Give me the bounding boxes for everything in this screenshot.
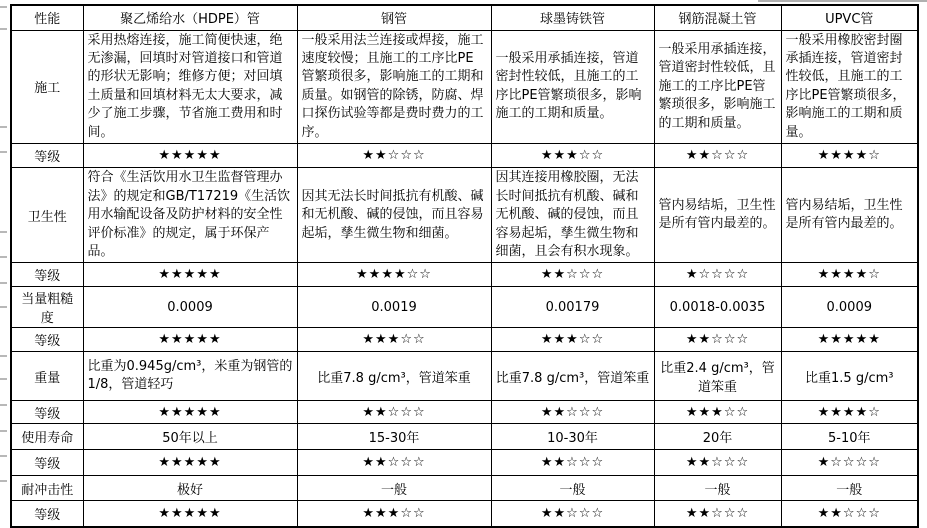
cell-weight-steel: 比重7.8 g/cm³，管道笨重	[297, 352, 491, 401]
rating-stars: ★★☆☆☆	[491, 263, 654, 287]
rating-stars: ★★★☆☆	[491, 328, 654, 352]
rating-stars: ★☆☆☆☆	[654, 263, 781, 287]
rating-stars: ★★★☆☆	[654, 401, 781, 424]
ruler-tick	[0, 480, 7, 482]
rating-stars: ★★★★☆	[781, 263, 918, 287]
cell-impact-ductile: 一般	[491, 476, 654, 501]
cell-roughness-concrete: 0.0018-0.0035	[654, 287, 781, 328]
rating-stars: ★★★★★	[83, 144, 297, 168]
header-upvc-pipe: UPVC管	[781, 5, 918, 30]
header-performance: 性能	[11, 5, 83, 30]
cell-roughness-upvc: 0.0009	[781, 287, 918, 328]
row-rating-impact	[11, 501, 918, 527]
cell-weight-upvc: 比重1.5 g/cm³	[781, 352, 918, 401]
ruler-tick	[0, 430, 7, 432]
row-label: 等级	[11, 401, 83, 424]
row-label: 等级	[11, 450, 83, 476]
row-service-life	[11, 424, 918, 450]
rating-stars: ★★☆☆☆	[491, 401, 654, 424]
rating-stars: ★★★☆☆	[491, 144, 654, 168]
cell-hygiene-hdpe: 符合《生活饮用水卫生监督管理办法》的规定和GB/T17219《生活饮用水输配设备及防护材料的安全性评价标准》的规定，属于环保产品。	[83, 168, 297, 263]
cell-life-ductile: 10-30年	[491, 424, 654, 450]
rating-stars: ★★☆☆☆	[297, 144, 491, 168]
rating-stars: ★★★★★	[83, 401, 297, 424]
header-row	[11, 5, 918, 30]
ruler-tick	[0, 306, 7, 308]
cell-impact-hdpe: 极好	[83, 476, 297, 501]
cell-construction-hdpe: 采用热熔连接，施工简便快速，绝无渗漏，回填时对管道接口和管道的形状无影响；维修方便；对回填土质量和回填材料无太大要求，减少了施工步骤，节省施工费用和时间。	[83, 30, 297, 144]
rating-stars: ★★★☆☆	[297, 501, 491, 527]
row-hygiene	[11, 168, 918, 263]
cell-life-upvc: 5-10年	[781, 424, 918, 450]
ruler-tick	[0, 256, 7, 258]
pipe-comparison-table	[10, 4, 919, 528]
rating-stars: ★★☆☆☆	[654, 450, 781, 476]
ruler-tick	[0, 404, 7, 406]
ruler-tick	[0, 151, 7, 153]
rating-stars: ★☆☆☆☆	[781, 450, 918, 476]
cell-impact-concrete: 一般	[654, 476, 781, 501]
row-label: 当量粗糙度	[11, 287, 83, 328]
rating-stars: ★★★★★	[83, 328, 297, 352]
row-rating-service-life	[11, 450, 918, 476]
rating-stars: ★★☆☆☆	[654, 144, 781, 168]
rating-stars: ★★☆☆☆	[654, 501, 781, 527]
rating-stars: ★★☆☆☆	[297, 450, 491, 476]
rating-stars: ★★★☆☆	[297, 328, 491, 352]
row-construction	[11, 30, 918, 144]
ruler-tick	[0, 282, 7, 284]
rating-stars: ★★☆☆☆	[491, 450, 654, 476]
rating-stars: ★★☆☆☆	[491, 501, 654, 527]
row-rating-weight	[11, 401, 918, 424]
cell-hygiene-steel: 因其无法长时间抵抗有机酸、碱和无机酸、碱的侵蚀，而且容易起垢，孳生微生物和细菌。	[297, 168, 491, 263]
rating-stars: ★★★★☆☆	[297, 263, 491, 287]
ruler-tick	[0, 231, 7, 233]
rating-stars: ★★★★★	[83, 263, 297, 287]
row-label: 等级	[11, 263, 83, 287]
cell-roughness-hdpe: 0.0009	[83, 287, 297, 328]
row-label: 等级	[11, 144, 83, 168]
row-rating-hygiene	[11, 263, 918, 287]
row-weight	[11, 352, 918, 401]
ruler-tick	[0, 28, 7, 30]
header-concrete-pipe: 钢筋混凝土管	[654, 5, 781, 30]
row-label: 等级	[11, 501, 83, 527]
rating-stars: ★★★★★	[83, 501, 297, 527]
ruler-tick	[0, 355, 7, 357]
row-rating-construction	[11, 144, 918, 168]
ruler-edge-line	[758, 0, 927, 2]
row-label: 使用寿命	[11, 424, 83, 450]
row-label: 施工	[11, 30, 83, 144]
rating-stars: ★★☆☆☆	[781, 501, 918, 527]
cell-life-concrete: 20年	[654, 424, 781, 450]
cell-construction-concrete: 一般采用承插连接，管道密封性较低，且施工的工序比PE管繁琐很多，影响施工的工期和质量。	[654, 30, 781, 144]
ruler-tick	[0, 378, 7, 380]
cell-construction-upvc: 一般采用橡胶密封圈承插连接，管道密封性较低，且施工的工序比PE管繁琐很多，影响施工的工期和质量。	[781, 30, 918, 144]
cell-hygiene-concrete: 管内易结垢，卫生性是所有管内最差的。	[654, 168, 781, 263]
row-rating-roughness	[11, 328, 918, 352]
row-label: 重量	[11, 352, 83, 401]
cell-impact-upvc: 一般	[781, 476, 918, 501]
cell-life-hdpe: 50年以上	[83, 424, 297, 450]
ruler-tick	[0, 126, 7, 128]
row-label: 耐冲击性	[11, 476, 83, 501]
rating-stars: ★★☆☆☆	[654, 328, 781, 352]
cell-roughness-ductile: 0.00179	[491, 287, 654, 328]
row-impact-resistance	[11, 476, 918, 501]
rating-stars: ★★★★★	[83, 450, 297, 476]
rating-stars: ★★☆☆☆	[297, 401, 491, 424]
rating-stars: ★★★★☆	[781, 401, 918, 424]
rating-stars: ★★★★★	[781, 328, 918, 352]
cell-weight-concrete: 比重2.4 g/cm³，管道笨重	[654, 352, 781, 401]
cell-hygiene-ductile: 因其连接用橡胶圈，无法长时间抵抗有机酸、碱和无机酸、碱的侵蚀，而且容易起垢，孳生微生物和细菌，且会有积水现象。	[491, 168, 654, 263]
ruler-tick	[0, 6, 7, 8]
header-steel-pipe: 钢管	[297, 5, 491, 30]
row-label: 等级	[11, 328, 83, 352]
cell-construction-steel: 一般采用法兰连接或焊接，施工速度较慢；且施工的工序比PE管繁琐很多，影响施工的工期和质量。如钢管的除锈，防腐、焊口探伤试验等都是费时费力的工序。	[297, 30, 491, 144]
ruler-tick	[0, 455, 7, 457]
rating-stars: ★★★★☆	[781, 144, 918, 168]
row-roughness	[11, 287, 918, 328]
cell-weight-hdpe: 比重为0.945g/cm³，米重为钢管的1/8，管道轻巧	[83, 352, 297, 401]
cell-roughness-steel: 0.0019	[297, 287, 491, 328]
cell-life-steel: 15-30年	[297, 424, 491, 450]
header-hdpe-pipe: 聚乙烯给水（HDPE）管	[83, 5, 297, 30]
cell-hygiene-upvc: 管内易结垢，卫生性是所有管内最差的。	[781, 168, 918, 263]
row-label: 卫生性	[11, 168, 83, 263]
cell-weight-ductile: 比重7.8 g/cm³，管道笨重	[491, 352, 654, 401]
cell-impact-steel: 一般	[297, 476, 491, 501]
header-ductile-iron-pipe: 球墨铸铁管	[491, 5, 654, 30]
cell-construction-ductile: 一般采用承插连接，管道密封性较低，且施工的工序比PE管繁琐很多，影响施工的工期和质量。	[491, 30, 654, 144]
